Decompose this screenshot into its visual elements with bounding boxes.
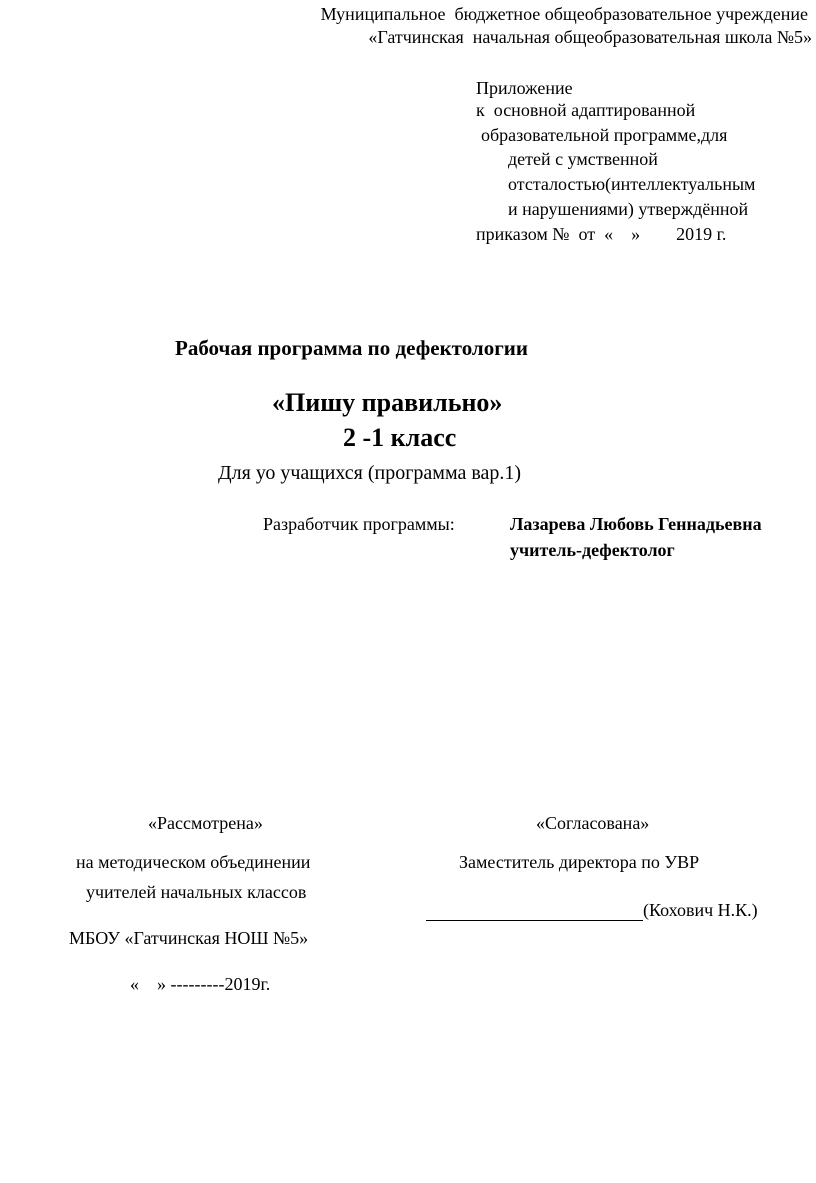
reviewed-line: МБОУ «Гатчинская НОШ №5» — [69, 928, 309, 948]
agreed-position: Заместитель директора по УВР — [459, 852, 700, 872]
appendix-line: и нарушениями) утверждённой — [508, 199, 749, 219]
agreed-signature-name: (Кохович Н.К.) — [643, 900, 758, 920]
appendix-line: к основной адаптированной — [476, 100, 696, 120]
program-title: Рабочая программа по дефектологии — [175, 336, 528, 360]
school-name-line-1: Муниципальное бюджетное общеобразовательное учреждение — [320, 4, 808, 24]
developer-name: Лазарева Любовь Геннадьевна — [510, 514, 762, 534]
program-name: «Пишу правильно» — [272, 388, 503, 417]
appendix-line: отсталостью(интеллектуальным — [508, 174, 756, 194]
signature-line — [426, 920, 643, 921]
school-name-line-2: «Гатчинская начальная общеобразовательная школа №5» — [368, 27, 812, 47]
appendix-line: детей с умственной — [508, 149, 658, 169]
developer-role: учитель-дефектолог — [510, 540, 675, 560]
reviewed-date: « » ---------2019г. — [130, 974, 271, 994]
program-class: 2 -1 класс — [343, 423, 457, 452]
reviewed-heading: «Рассмотрена» — [148, 813, 263, 833]
reviewed-line: учителей начальных классов — [86, 882, 307, 902]
appendix-line: образовательной программе,для — [481, 125, 728, 145]
agreed-heading: «Согласована» — [536, 813, 650, 833]
developer-label: Разработчик программы: — [263, 514, 455, 534]
appendix-block — [476, 78, 756, 244]
program-audience: Для уо учащихся (программа вар.1) — [218, 462, 522, 484]
reviewed-line: на методическом объединении — [76, 852, 311, 872]
appendix-line: приказом № от « » 2019 г. — [476, 224, 727, 244]
appendix-line: Приложение — [476, 78, 573, 98]
